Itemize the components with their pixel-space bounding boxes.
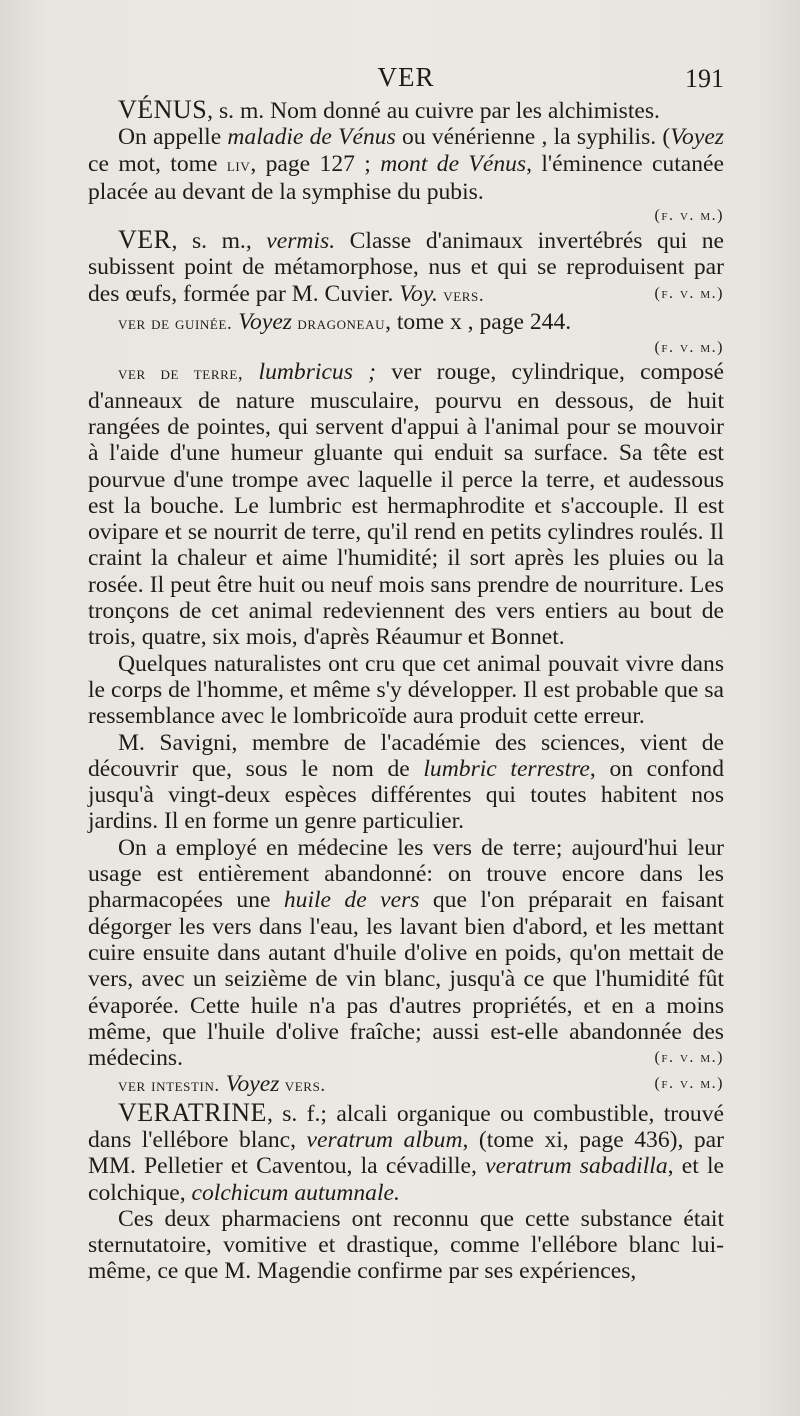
subheadword: ver de guinée. (118, 313, 233, 335)
author-signature: (f. v. m.) (654, 1049, 724, 1067)
entry-venus (88, 97, 724, 227)
author-signature: (f. v. m.) (654, 1075, 724, 1093)
running-header (88, 62, 724, 98)
entry-paragraph: Quelques naturalistes ont cru que cet animal pouvait vivre dans le corps de l'homme, et même s'y développer. Il est probable que sa ressemblance avec le lombricoïde aura produit cette erreur. (88, 650, 724, 730)
entry-ver-intestin (88, 1071, 724, 1099)
entry-paragraph: On appelle maladie de Vénus ou vénérienne , la syphilis. (Voyez ce mot, tome liv, page 127 ; mont de Vénus, l'éminence cutanée placée au devant de la symphise du pubis. (88, 124, 724, 205)
headword: VER (118, 225, 172, 255)
running-title: VER (377, 62, 435, 92)
entry-paragraph: VERATRINE, s. f.; alcali organique ou combustible, trouvé dans l'ellébore blanc, veratrum album, (tome xi, page 436), par MM. Pelletier et Caventou, la cévadille, veratrum sabadilla, et le colchique, colchicum autumnale. (88, 1097, 725, 1206)
author-signature: (f. v. m.) (654, 284, 724, 302)
entry-paragraph: Ces deux pharmaciens ont reconnu que cette substance était sternutatoire, vomitive et drastique, comme l'ellébore blanc lui-même, ce que M. Magendie confirme par ses expériences, (88, 1205, 724, 1285)
entry-paragraph: VÉNUS, s. m. Nom donné au cuivre par les alchimistes. (118, 95, 660, 124)
subheadword: ver de terre, (118, 363, 244, 385)
entry-paragraph: ver de terre, lumbricus ; ver rouge, cylindrique, composé d'anneaux de nature musculaire, pourvu en dessous, de huit rangées de pointes, qui servent d'appui à l'animal pour se mouvoir à l'aide d'une humeur gluante qui enduit sa surface. Sa tête est pourvue d'une trompe avec laquelle il perce la terre, et audessous est la bouche. Le lumbric est hermaphrodite et s'accouple. Il est ovipare et se nourrit de terre, qu'il rend en petits cylindres roulés. Il craint la chaleur et aime l'humidité; il sort après les pluies ou la rosée. Il peut être huit ou neuf mois sans prendre de nourriture. Les tronçons de cet animal redeviennent des vers entiers au bout de trois, quatre, six mois, d'après Réaumur et Bonnet. (88, 359, 725, 651)
entry-paragraph: VER, s. m., vermis. Classe d'animaux invertébrés qui ne subissent point de métamorphose, nus et qui se reproduisent par des œufs, formée par M. Cuvier. Voy. vers. (f. v. m.) (88, 225, 724, 307)
entry-paragraph: ver intestin. Voyez vers. (f. v. m.) (118, 1071, 724, 1098)
entry-paragraph: M. Savigni, membre de l'académie des sciences, vient de découvrir que, sous le nom de lumbric terrestre, on confond jusqu'à vingt-deux espèces différentes qui toutes habitent nos jardins. Il en forme un genre particulier. (88, 729, 724, 835)
subheadword: ver intestin. (118, 1075, 220, 1097)
headword: VERATRINE (118, 1097, 267, 1127)
entry-ver-de-terre (88, 359, 724, 1071)
entry-ver-de-guinee (88, 309, 724, 359)
headword: VÉNUS (118, 95, 208, 124)
author-signature: (f. v. m.) (654, 339, 724, 357)
entry-veratrine (88, 1097, 725, 1285)
entry-paragraph: On a employé en médecine les vers de terre; aujourd'hui leur usage est entièrement abandonné: on trouve encore dans les pharmacopées une huile de vers que l'on préparait en faisant dégorger les vers dans l'eau, les lavant bien d'abord, et les mettant cuire ensuite dans autant d'huile d'olive en poids, qu'on mettait de vers, avec un seizième de vin blanc, jusqu'à ce que l'humidité fût évaporée. Cette huile n'a pas d'autres propriétés, et en a moins même, que l'huile d'olive fraîche; aussi est-elle abandonnée des médecins. (f. v. m.) (88, 834, 724, 1072)
page-number: 191 (685, 64, 724, 93)
author-signature: (f. v. m.) (654, 207, 724, 225)
entry-ver (88, 227, 724, 309)
page-body (88, 97, 724, 1285)
entry-paragraph: ver de guinée. Voyez dragoneau, tome x , page 244. (118, 309, 572, 336)
